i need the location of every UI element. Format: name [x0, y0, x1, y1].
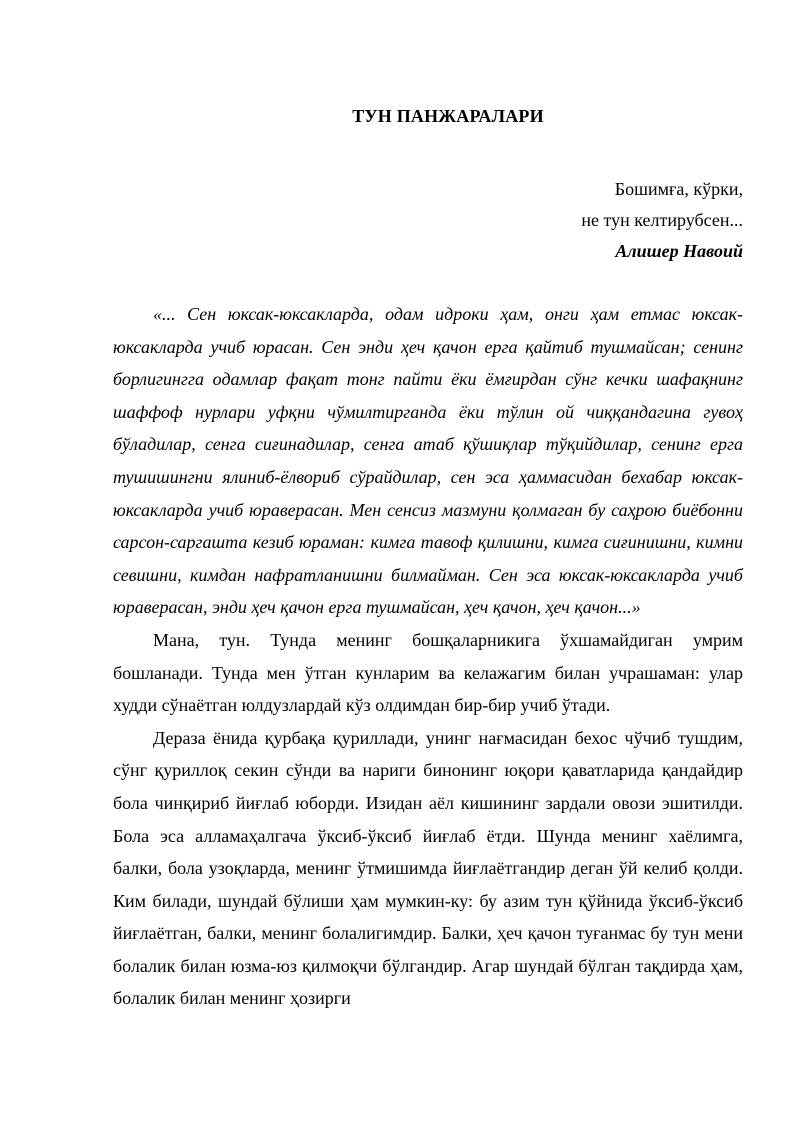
epigraph-line: Бошимға, кўрки, — [614, 179, 743, 199]
paragraph-quote: «... Сен юксак-юксакларда, одам идроки ҳам, онги ҳам етмас юксак-юксакларда учиб юрасан. Сен энди ҳеч қачон ерга қайтиб тушмайсан; сенинг борлигингга одамлар фақат тонг пайти ёки ёмғирдан сўнг кечки шафақнинг шаффоф нурлари уфқни чўмилтирганда ёки тўлин ой чиққандагина гувоҳ бўладилар, сенга сиғинадилар, сенга атаб қўшиқлар тўқийдилар, сенинг ерга тушишингни ялиниб-ёлвориб сўрайдилар, сен эса ҳаммасидан бехабар юксак-юксакларда учиб юраверасан. Мен сенсиз мазмуни қолмаган бу саҳрою биёбонни сарсон-саргашта кезиб юраман: кимга тавоф қилишни, кимга сиғинишни, кимни севишни, кимдан нафратланишни билмайман. Сен эса юксак-юксакларда учиб юраверасан, энди ҳеч қачон ерга тушмайсан, ҳеч қачон, ҳеч қачон...» — [113, 304, 743, 618]
document-title: ТУН ПАНЖАРАЛАРИ — [352, 106, 544, 126]
body-text — [113, 298, 743, 1015]
paragraph: Дераза ёнида қурбақа қуриллади, унинг нағмасидан бехос чўчиб тушдим, сўнг қуриллоқ секин сўнди ва нариги бинонинг юқори қаватларида қандайдир бола чинқириб йиғлаб юборди. Изидан аёл кишининг зардали овози эшитилди. Бола эса алламаҳалгача ўксиб-ўксиб йиғлаб ётди. Шунда менинг хаёлимга, балки, бола узоқларда, менинг ўтмишимда йиғлаётгандир деган ўй келиб қолди. Ким билади, шундай бўлиши ҳам мумкин-ку: бу азим тун қўйнида ўксиб-ўксиб йиғлаётган, балки, менинг болалигимдир. Балки, ҳеч қачон туғанмас бу тун мени болалик билан юзма-юз қилмоқчи бўлгандир. Агар шундай бўлган тақдирда ҳам, болалик билан менинг ҳозирги — [113, 727, 743, 1009]
epigraph-line: не тун келтирубсен... — [581, 210, 743, 230]
epigraph — [243, 174, 743, 267]
paragraph: Мана, тун. Тунда менинг бошқаларникига ўхшамайдиган умрим бошланади. Тунда мен ўтган кунларим ва келажагим билан учрашаман: улар худди сўнаётган юлдузлардай кўз олдимдан бир-бир учиб ўтади. — [113, 629, 743, 716]
epigraph-author: Алишер Навоий — [615, 241, 743, 261]
